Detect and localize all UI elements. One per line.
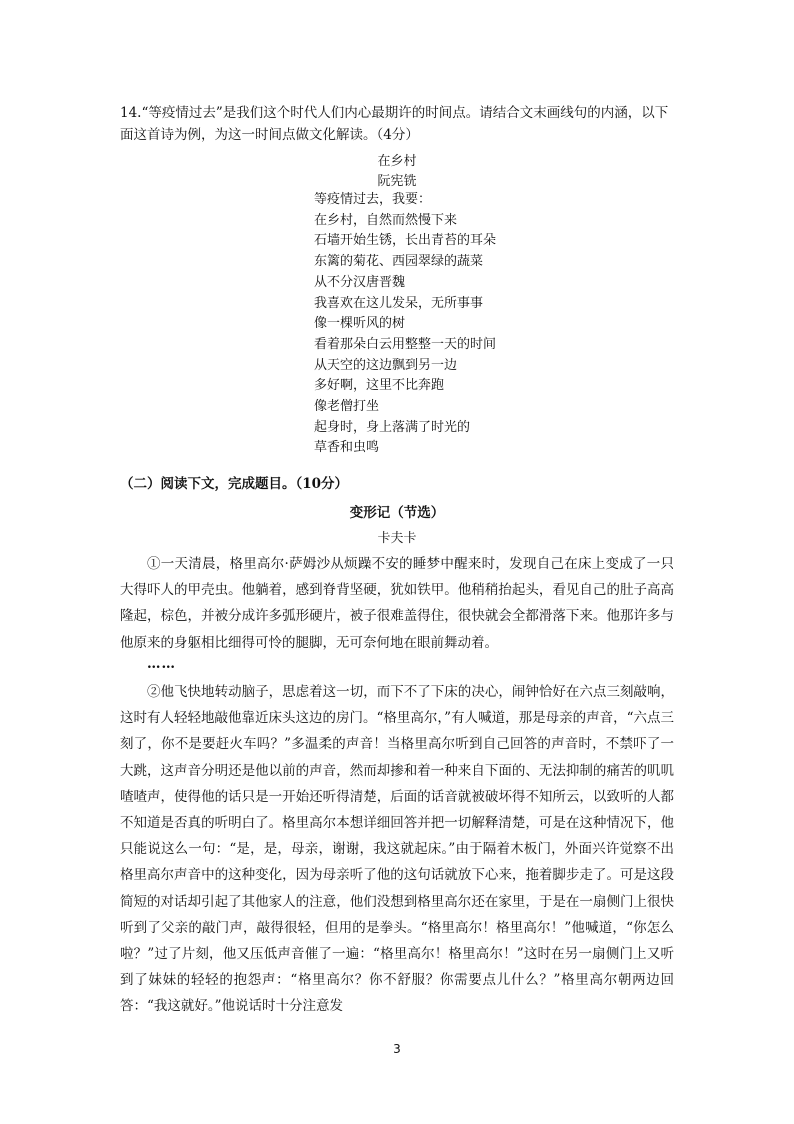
poem-line: 石墙开始生锈，长出青苔的耳朵 — [314, 233, 497, 249]
section-heading: （二）阅读下文，完成题目。（10分） — [120, 476, 349, 492]
poem-line: 像一棵听风的树 — [314, 316, 406, 332]
article-paragraph-2: ②他飞快地转动脑子，思虑着这一切，而下不了下床的决心，闹钟恰好在六点三刻敲响，这时有人轻轻地敲他靠近床头这边的房门。“格里高尔，”有人喊道，那是母亲的声音，“六点三刻了，你不是要赶火车吗？”多温柔的声音！当格里高尔听到自己回答的声音时，不禁吓了一大跳，这声音分明还是他以前的声音，然而却掺和着一种来自下面的、无法抑制的痛苦的叽叽喳喳声，使得他的话只是一开始还听得清楚，后面的话音就被破坏得不知所云，以致听的人都不知道是否真的听明白了。格里高尔本想详细回答并把一切解释清楚，可是在这种情况下，他只能说这么一句：“是，是，母亲，谢谢，我这就起床。”由于隔着木板门，外面兴许觉察不出格里高尔声音中的这种变化，因为母亲听了他的这句话就放下心来，拖着脚步走了。可是这段简短的对话却引起了其他家人的注意，他们没想到格里高尔还在家里，于是在一扇侧门上很快听到了父亲的敲门声，敲得很轻，但用的是拳头。“格里高尔！格里高尔！”他喊道，“你怎么啦？”过了片刻，他又压低声音催了一遍：“格里高尔！格里高尔！”这时在另一扇侧门上又听到了妹妹的轻轻的抱怨声：“格里高尔？你不舒服？你需要点儿什么？”格里高尔朝两边回答：“我这就好。”他说话时十分注意发 — [120, 684, 674, 1015]
poem-line: 草香和虫鸣 — [314, 440, 380, 456]
article-author: 卡夫卡 — [377, 531, 417, 546]
poem-line: 东篱的菊花、西园翠绿的蔬菜 — [314, 254, 484, 270]
article-title: 变形记（节选） — [349, 505, 445, 521]
poem-line: 起身时，身上落满了时光的 — [314, 419, 471, 435]
question-14: 14.“等疫情过去”是我们这个时代人们内心最期许的时间点。请结合文末画线句的内涵，以下面这首诗为例，为这一时间点做文化解读。（4分） — [120, 105, 669, 143]
poem-title: 在乡村 — [377, 154, 417, 169]
poem-line: 像老僧打坐 — [314, 399, 380, 415]
omission-mark: …… — [147, 656, 176, 672]
article-paragraph-1: ①一天清晨，格里高尔·萨姆沙从烦躁不安的睡梦中醒来时，发现自己在床上变成了一只大得吓人的甲壳虫。他躺着，感到脊背坚硬，犹如铁甲。他稍稍抬起头，看见自己的肚子高高隆起，棕色，并被分成许多弧形硬片，被子很难盖得住，很快就会全都滑落下来。他那许多与他原来的身躯相比细得可怜的腿脚，无可奈何地在眼前舞动着。 — [120, 556, 674, 651]
page-number: 3 — [393, 1042, 401, 1056]
poem-author: 阮宪铣 — [377, 174, 417, 189]
poem-body — [314, 190, 496, 459]
poem-line: 我喜欢在这儿发呆，无所事事 — [314, 295, 484, 311]
poem-line: 多好啊，这里不比奔跑 — [314, 378, 445, 394]
poem-line: 从天空的这边飘到另一边 — [314, 357, 458, 373]
poem-line: 在乡村，自然而然慢下来 — [314, 212, 458, 228]
poem-line: 看着那朵白云用整整一天的时间 — [314, 336, 497, 352]
poem-line: 从不分汉唐晋魏 — [314, 274, 406, 290]
poem-line: 等疫情过去，我要： — [314, 192, 432, 207]
